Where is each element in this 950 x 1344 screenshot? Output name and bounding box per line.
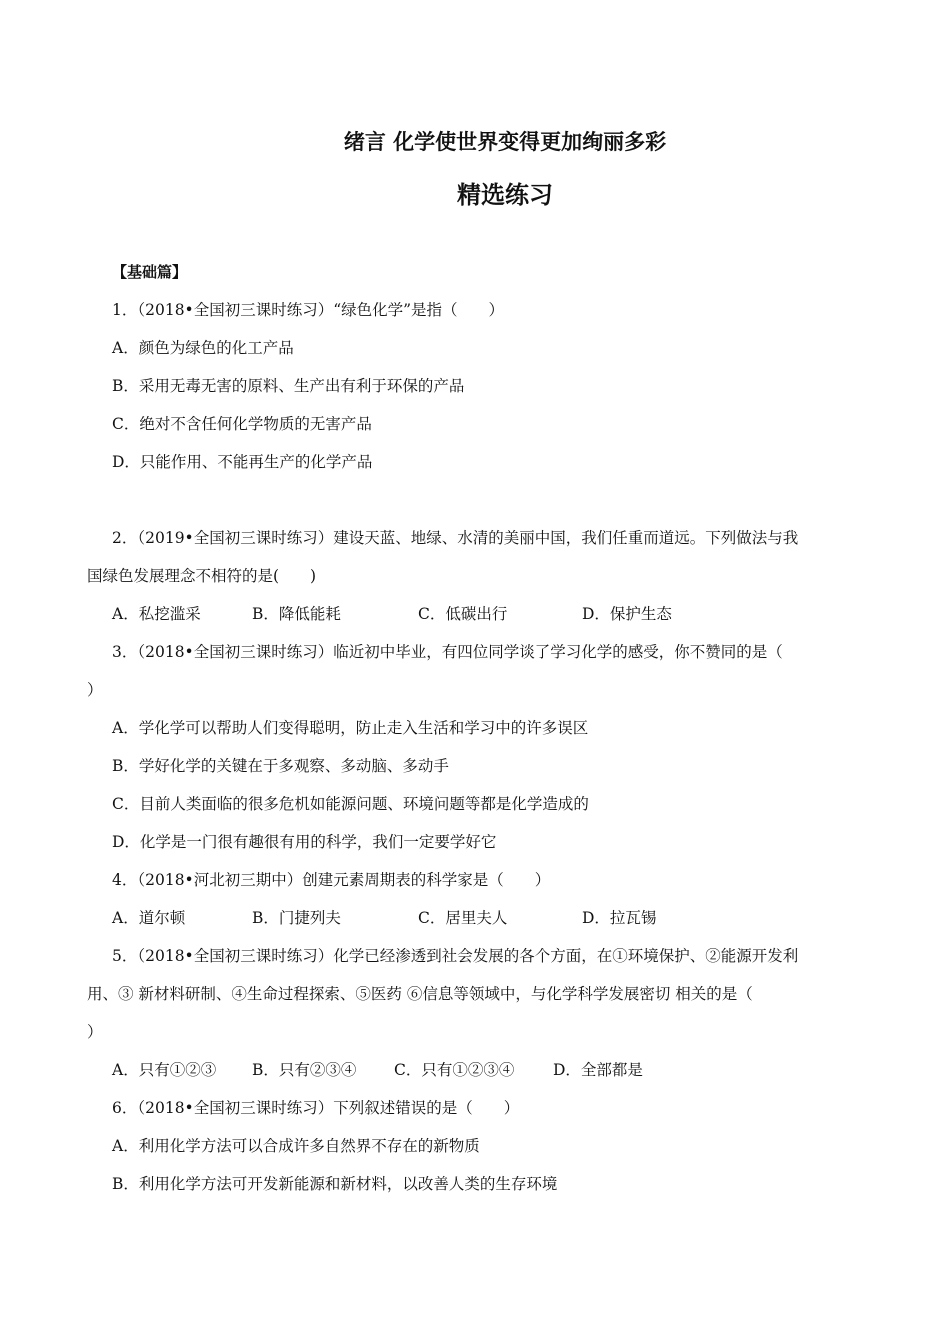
- question-6-stem: 6．（2018•全国初三课时练习）下列叙述错误的是（ ）: [112, 1099, 520, 1117]
- question-1-option-a: A．颜色为绿色的化工产品: [112, 339, 294, 357]
- question-3-option-a: A．学化学可以帮助人们变得聪明，防止走入生活和学习中的许多误区: [112, 719, 589, 737]
- question-2-option-b: B．降低能耗: [252, 605, 341, 623]
- question-5-stem-line2: 用、③ 新材料研制、④生命过程探索、⑤医药 ⑥信息等领域中，与化学科学发展密切 相关的是（: [87, 985, 753, 1003]
- question-5-option-b: B．只有②③④: [252, 1061, 357, 1079]
- question-1-option-b: B．采用无毒无害的原料、生产出有利于环保的产品: [112, 377, 465, 395]
- question-3-option-d: D．化学是一门很有趣很有用的科学，我们一定要学好它: [112, 833, 497, 851]
- page-title: 绪言 化学使世界变得更加绚丽多彩: [343, 130, 667, 154]
- question-3-stem-line2: ）: [87, 681, 103, 699]
- question-3-option-c: C．目前人类面临的很多危机如能源问题、环境问题等都是化学造成的: [112, 795, 589, 813]
- question-4-option-b: B．门捷列夫: [252, 909, 341, 927]
- question-3-stem-line1: 3．（2018•全国初三课时练习）临近初中毕业，有四位同学谈了学习化学的感受，你不赞同的是（: [112, 643, 783, 661]
- page-subtitle: 精选练习: [457, 181, 553, 209]
- question-5-option-a: A．只有①②③: [112, 1061, 217, 1079]
- question-2-stem-line2: 国绿色发展理念不相符的是( ): [87, 567, 317, 585]
- question-2-option-d: D．保护生态: [582, 605, 672, 623]
- question-6-option-a: A．利用化学方法可以合成许多自然界不存在的新物质: [112, 1137, 480, 1155]
- question-1-option-c: C．绝对不含任何化学物质的无害产品: [112, 415, 372, 433]
- question-6-option-b: B．利用化学方法可开发新能源和新材料，以改善人类的生存环境: [112, 1175, 558, 1193]
- question-2-stem-line1: 2．（2019•全国初三课时练习）建设天蓝、地绿、水清的美丽中国，我们任重而道远。下列做法与我: [112, 529, 799, 547]
- question-4-option-c: C．居里夫人: [418, 909, 508, 927]
- question-3-option-b: B．学好化学的关键在于多观察、多动脑、多动手: [112, 757, 449, 775]
- question-1-option-d: D．只能作用、不能再生产的化学产品: [112, 453, 373, 471]
- question-5-option-d: D．全部都是: [553, 1061, 643, 1079]
- question-4-stem: 4．（2018•河北初三期中）创建元素周期表的科学家是（ ）: [112, 871, 551, 889]
- question-5-option-c: C．只有①②③④: [394, 1061, 515, 1079]
- question-5-stem-line1: 5．（2018•全国初三课时练习）化学已经渗透到社会发展的各个方面，在①环境保护、②能源开发利: [112, 947, 799, 965]
- question-2-option-c: C．低碳出行: [418, 605, 508, 623]
- question-5-stem-line3: ）: [87, 1023, 103, 1041]
- question-2-option-a: A．私挖滥采: [112, 605, 201, 623]
- question-1-stem: 1．（2018•全国初三课时练习）“绿色化学”是指（ ）: [112, 301, 505, 319]
- question-4-option-d: D．拉瓦锡: [582, 909, 657, 927]
- question-4-option-a: A．道尔顿: [112, 909, 186, 927]
- section-heading: 【基础篇】: [112, 263, 188, 281]
